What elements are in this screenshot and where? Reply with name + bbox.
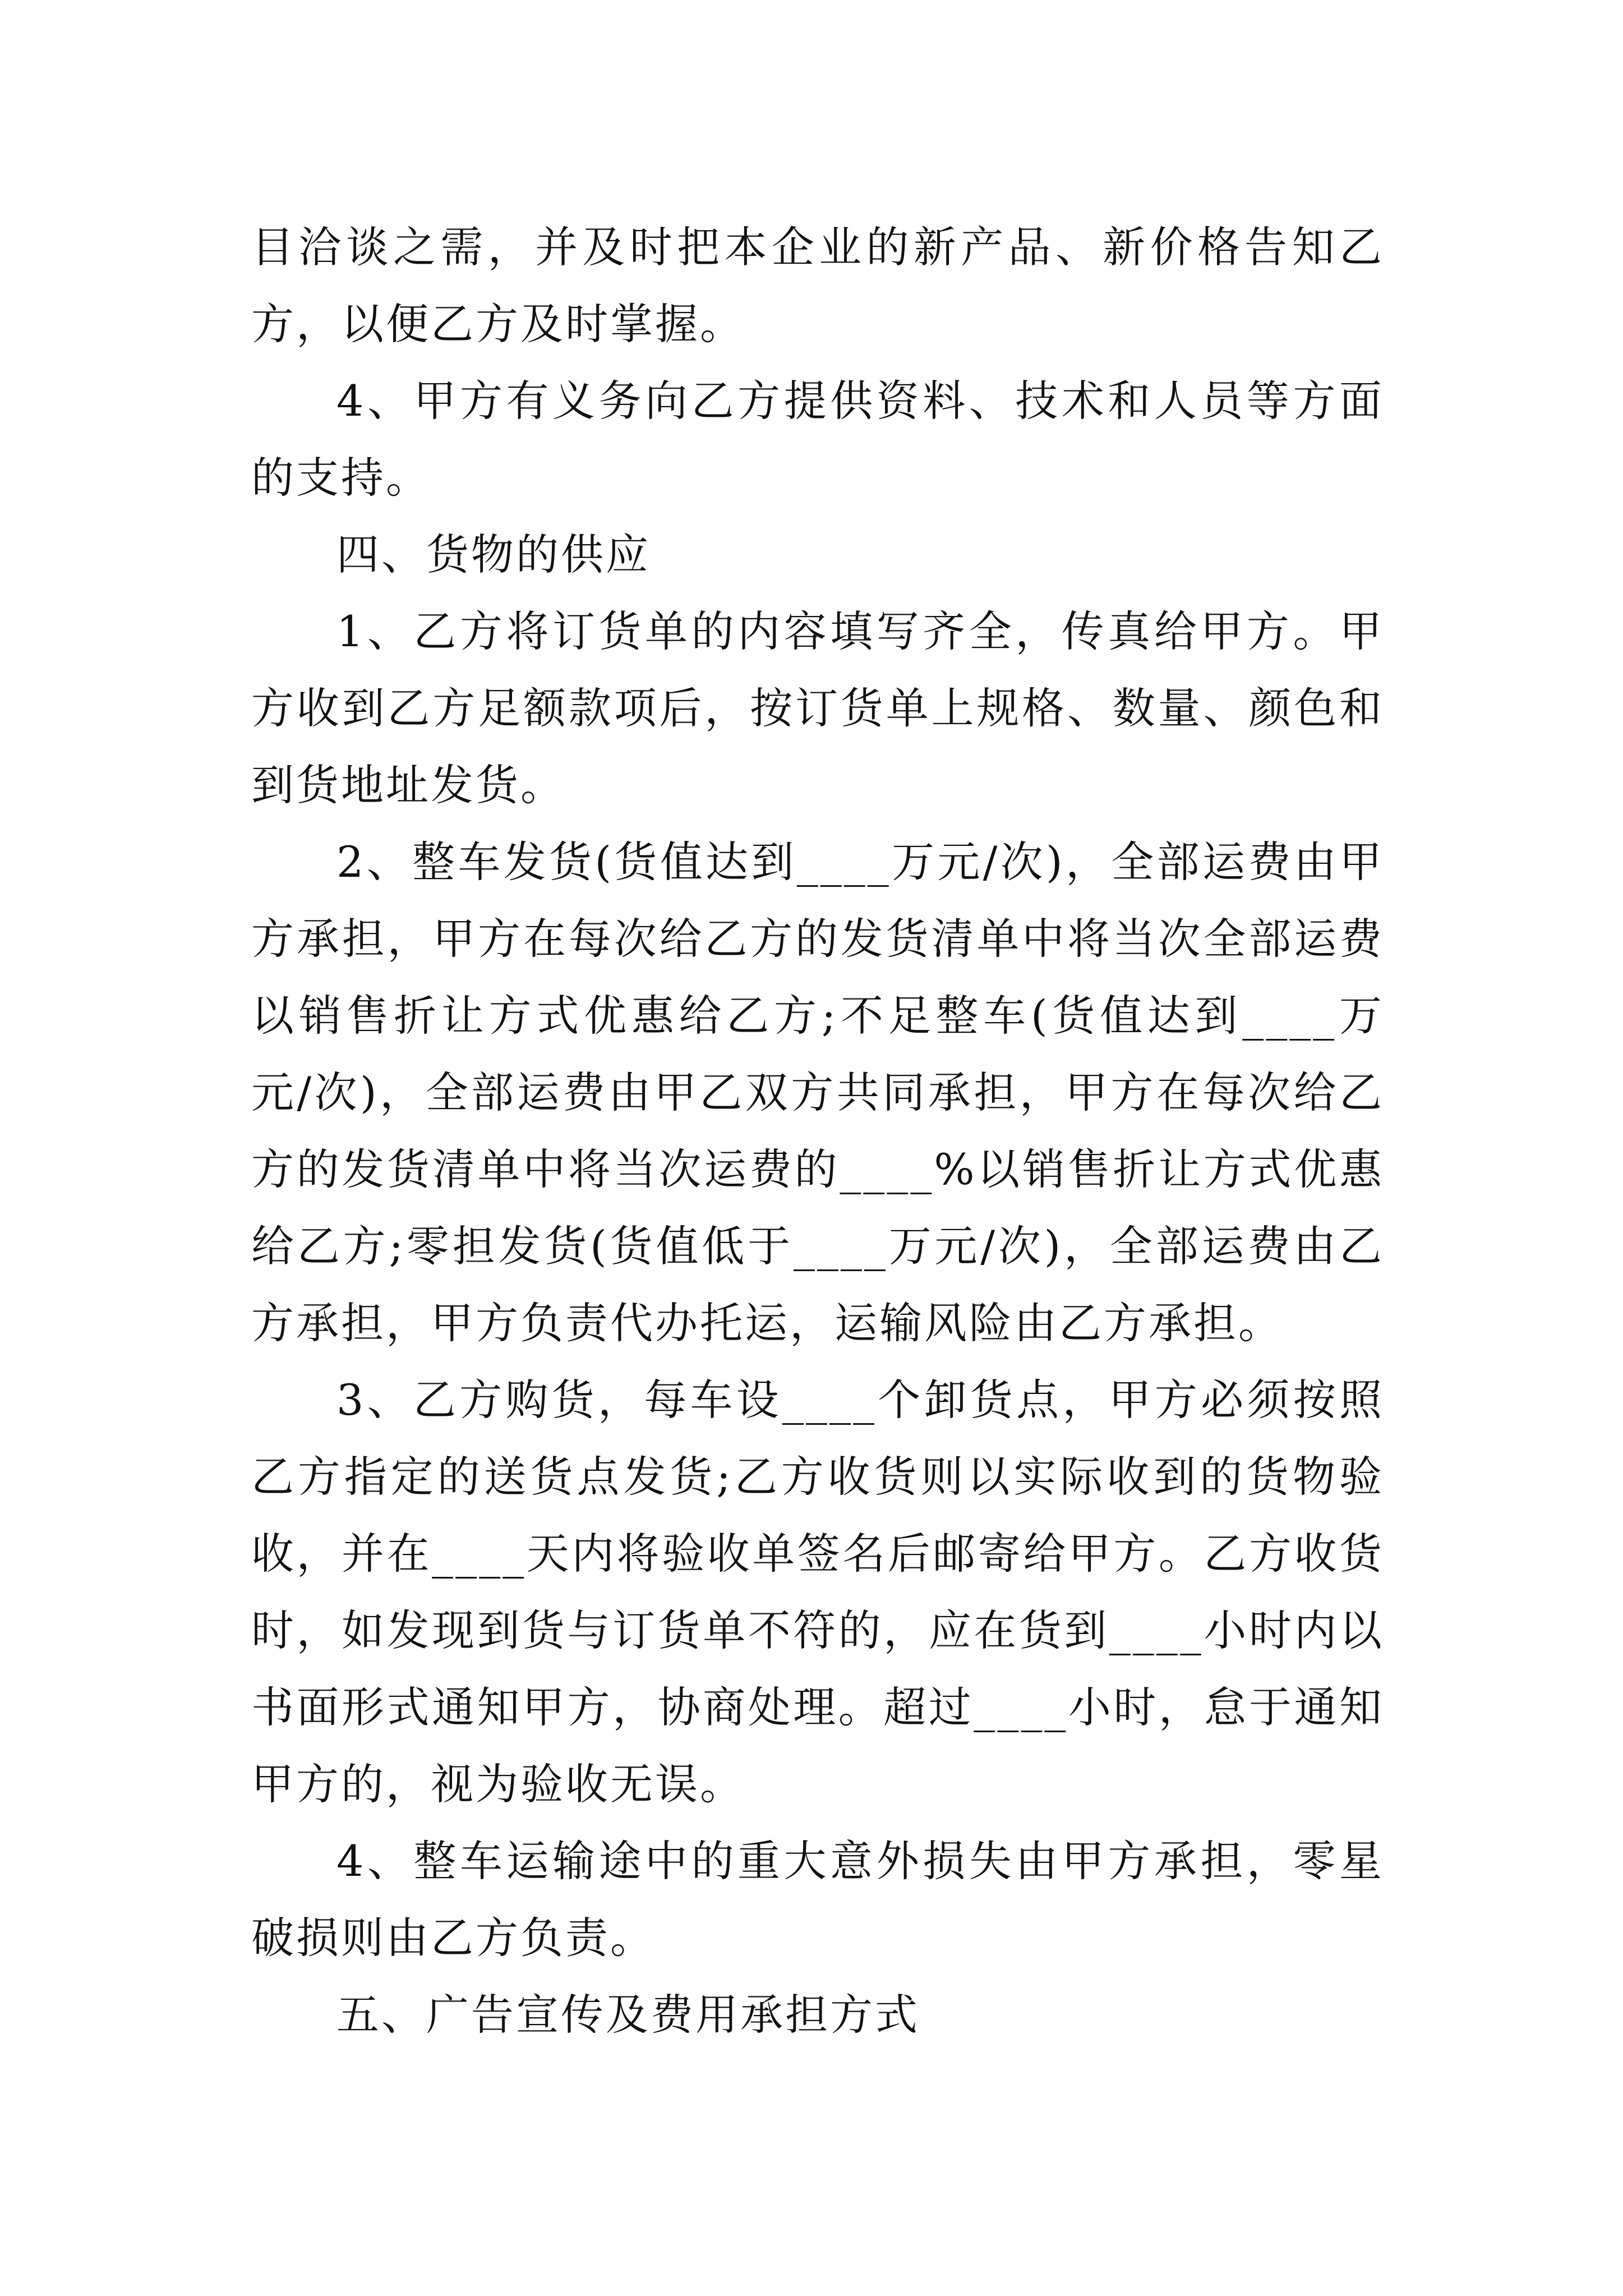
section-heading-5: 五、广告宣传及费用承担方式 (336, 1990, 920, 2040)
paragraph-continuation: 目洽谈之需，并及时把本企业的新产品、新价格告知乙方，以便乙方及时掌握。 (251, 222, 1384, 349)
paragraph-clause-4-4: 4、整车运输途中的重大意外损失由甲方承担，零星破损则由乙方负责。 (251, 1836, 1384, 1963)
section-heading-4: 四、货物的供应 (336, 530, 651, 579)
paragraph-clause-4-2: 2、整车发货(货值达到____万元/次)，全部运费由甲方承担，甲方在每次给乙方的发货清单中将当次全部运费以销售折让方式优惠给乙方;不足整车(货值达到____万元/次)，全部运费由甲乙双方共同承担，甲方在每次给乙方的发货清单中将当次运费的____%以销售折让方式优惠给乙方;零担发货(货值低于____万元/次)，全部运费由乙方承担，甲方负责代办托运，运输风险由乙方承担。 (251, 837, 1384, 1348)
paragraph-clause-3-4: 4、甲方有义务向乙方提供资料、技术和人员等方面的支持。 (251, 376, 1384, 503)
paragraph-clause-4-1: 1、乙方将订货单的内容填写齐全，传真给甲方。甲方收到乙方足额款项后，按订货单上规格、数量、颜色和到货地址发货。 (251, 606, 1384, 810)
document-body (251, 209, 1384, 2053)
paragraph-clause-4-3: 3、乙方购货，每车设____个卸货点，甲方必须按照乙方指定的送货点发货;乙方收货则以实际收到的货物验收，并在____天内将验收单签名后邮寄给甲方。乙方收货时，如发现到货与订货单不符的，应在货到____小时内以书面形式通知甲方，协商处理。超过____小时，怠于通知甲方的，视为验收无误。 (251, 1375, 1384, 1809)
